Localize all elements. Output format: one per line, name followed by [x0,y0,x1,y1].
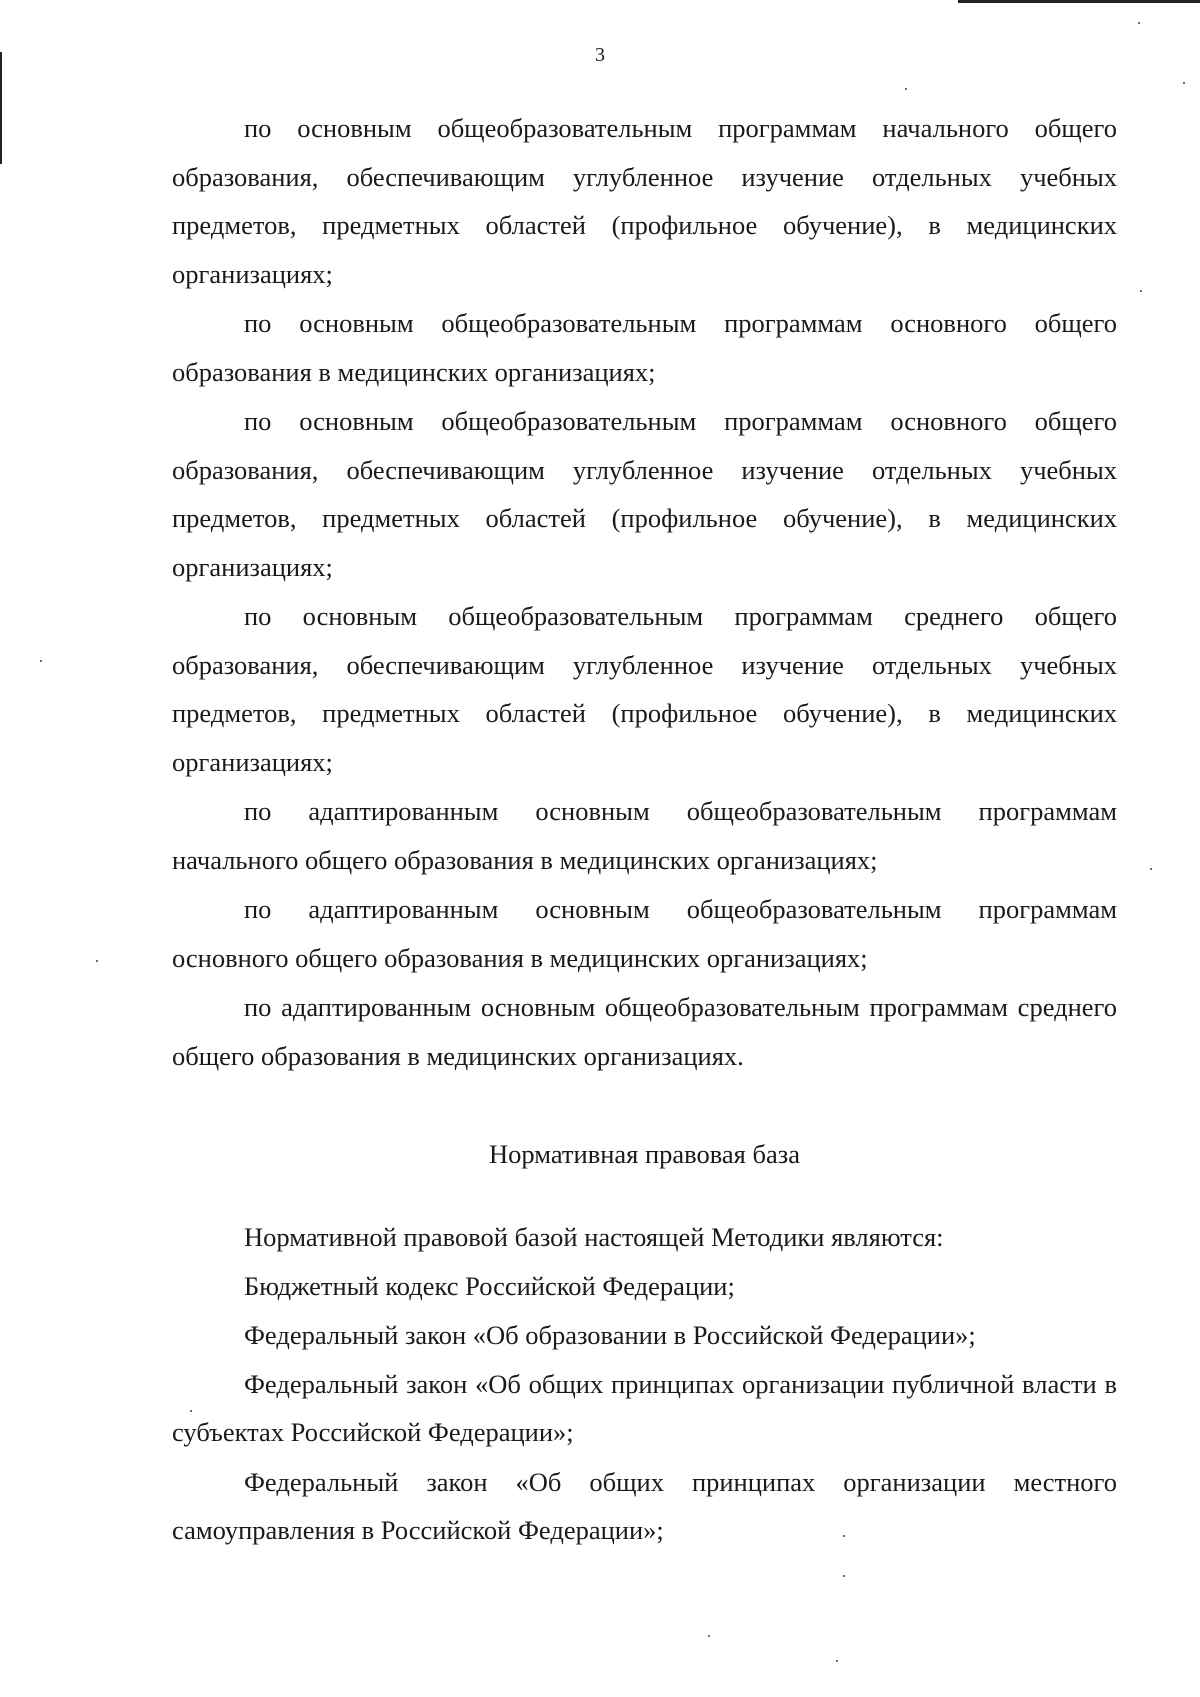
scan-top-rule [958,0,1200,3]
scan-speck [40,660,42,662]
paragraph: по основным общеобразовательным программам среднего общего образования, обеспечивающим углубленное изучение отдельных учебных предметов, предметных областей (профильное обучение), в медицинских организациях; [172,601,1117,777]
paragraph: Нормативной правовой базой настоящей Методики являются: [244,1221,944,1252]
paragraph: по адаптированным основным общеобразовательным программам основного общего образования в медицинских организациях; [172,894,1117,973]
page-number: 3 [595,44,605,66]
section-heading: Нормативная правовая база [489,1139,800,1169]
paragraph: по адаптированным основным общеобразовательным программам среднего общего образования в медицинских организациях. [172,992,1117,1071]
scan-speck [905,88,907,90]
paragraph: Федеральный закон «Об образовании в Российской Федерации»; [244,1319,976,1350]
scan-speck [96,960,98,962]
paragraph: по адаптированным основным общеобразовательным программам начального общего образования в медицинских организациях; [172,796,1117,875]
paragraph: по основным общеобразовательным программам основного общего образования, обеспечивающим углубленное изучение отдельных учебных предметов, предметных областей (профильное обучение), в медицинских организациях; [172,406,1117,582]
scan-speck [1150,868,1152,870]
paragraph: Федеральный закон «Об общих принципах организации местного самоуправления в Российской Федерации»; [172,1466,1117,1545]
scan-left-edge-mark [0,52,2,164]
scan-speck [1140,290,1142,292]
scan-speck [836,1660,838,1662]
scan-speck [1183,82,1185,84]
scan-speck [1138,22,1140,24]
paragraph: Федеральный закон «Об общих принципах организации публичной власти в субъектах Российской Федерации»; [172,1368,1117,1447]
scan-speck [708,1635,710,1637]
document-body [172,104,1117,1556]
paragraph: по основным общеобразовательным программам начального общего образования, обеспечивающим углубленное изучение отдельных учебных предметов, предметных областей (профильное обучение), в медицинских организациях; [172,113,1117,289]
paragraph: по основным общеобразовательным программам основного общего образования в медицинских организациях; [172,308,1117,387]
scan-speck [843,1575,845,1577]
paragraph: Бюджетный кодекс Российской Федерации; [244,1270,735,1301]
